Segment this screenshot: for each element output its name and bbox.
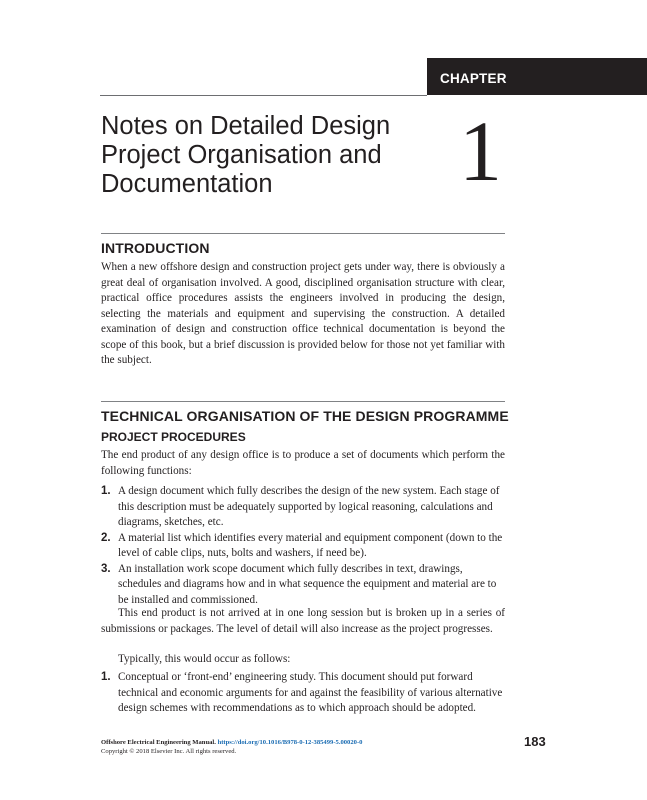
list-item (101, 562, 505, 609)
list-item-text: An installation work scope document which fully describes in text, drawings, schedules and diagrams how and in what sequence the equipment and material are to be installed and commissioned. (118, 562, 497, 606)
section-rule (101, 233, 505, 234)
list-item-text: A design document which fully describes the design of the new system. Each stage of this description must be adequately supported by logical reasoning, calculations and diagrams, sketches, etc. (118, 485, 500, 528)
section-rule (101, 401, 505, 402)
stages-list (101, 670, 505, 717)
typically-paragraph: Typically, this would occur as follows: (118, 653, 291, 665)
list-item (101, 670, 505, 717)
doi-link[interactable]: https://doi.org/10.1016/B978-0-12-385499-5.00020-0 (217, 739, 363, 746)
list-number: 2. (101, 531, 111, 544)
copyright-notice: Copyright © 2018 Elsevier Inc. All rights reserved. (101, 748, 237, 755)
end-product-paragraph: This end product is not arrived at in one long session but is broken up in a series of submissions or packages. The level of detail will also increase as the project progresses. (101, 607, 505, 635)
header-rule (100, 95, 427, 96)
functions-list (101, 484, 505, 608)
project-procedures-subheading: PROJECT PROCEDURES (101, 430, 246, 444)
list-number: 1. (101, 671, 111, 683)
list-item (101, 484, 505, 531)
list-item (101, 531, 505, 562)
list-item-text: Conceptual or ‘front-end’ engineering study. This document should put forward technical and economic arguments for and against the feasibility of various alternative design schemes with recommendations as to which approach should be adopted. (118, 671, 503, 714)
introduction-paragraph: When a new offshore design and construction project gets under way, there is obviously a great deal of organisation involved. A good, disciplined organisation structure with clear, practical office procedures assists the engineers involved in producing the design, selecting the materials and equipment and supervising the construction. A detailed examination of design and construction office technical documentation is beyond the scope of this book, but a brief discussion is provided below for those not yet familiar with the subject. (101, 261, 505, 366)
chapter-label: CHAPTER (440, 71, 507, 86)
list-number: 1. (101, 485, 111, 497)
technical-organisation-heading: TECHNICAL ORGANISATION OF THE DESIGN PROGRAMME (101, 408, 509, 424)
chapter-number: 1 (459, 103, 502, 199)
procedures-intro-paragraph: The end product of any design office is to produce a set of documents which perform the following functions: (101, 449, 505, 477)
chapter-title: Notes on Detailed Design Project Organisation and Documentation (101, 112, 391, 198)
book-title: Offshore Electrical Engineering Manual. (101, 739, 216, 746)
page-number: 183 (524, 734, 546, 749)
list-item-text: A material list which identifies every material and equipment component (down to the level of cable clips, nuts, bolts and washers, if need be). (118, 531, 503, 559)
introduction-heading: INTRODUCTION (101, 240, 210, 256)
footer-citation (101, 738, 481, 756)
list-number: 3. (101, 562, 111, 575)
